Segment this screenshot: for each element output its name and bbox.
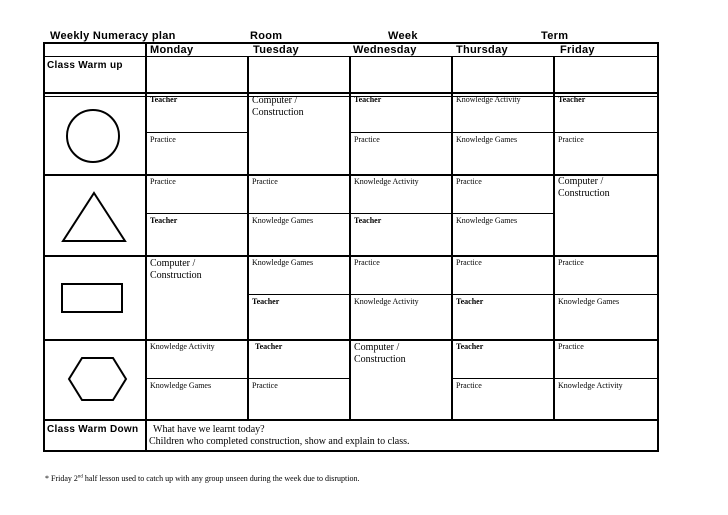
g3-upper-thursday: Practice [456,258,482,267]
g1-upper-friday: Teacher [558,95,586,104]
g1-upper-tuesday: Computer / Construction [252,95,304,118]
footnote-sup: nd [77,474,83,480]
g1-lower-wednesday: Practice [354,135,380,144]
g4-lower-monday: Knowledge Games [150,381,212,390]
class-warm-down-label: Class Warm Down [47,424,139,435]
g4-lower-thursday: Practice [456,381,482,390]
g4-upper-friday: Practice [558,342,584,351]
room-label: Room [250,30,283,42]
g3-upper-monday: Computer / Construction [150,258,202,281]
day-header-monday: Monday [150,44,194,56]
g1-upper-monday: Teacher [150,95,178,104]
day-header-thursday: Thursday [456,44,508,56]
g4-upper-monday: Knowledge Activity [150,342,215,351]
footnote [45,474,360,483]
rectangle-icon [60,282,124,314]
g2-upper-tuesday: Practice [252,177,278,186]
term-label: Term [541,30,569,42]
g2-upper-friday: Computer / Construction [558,176,610,199]
day-header-wednesday: Wednesday [353,44,417,56]
g4-upper-thursday: Teacher [456,342,484,351]
warm-down-text [149,424,410,448]
g3-lower-friday: Knowledge Games [558,297,620,306]
g1-lower-thursday: Knowledge Games [456,135,518,144]
warm-down-line-2: Children who completed construction, show and explain to class. [149,436,410,447]
g4-upper-tuesday: Teacher [255,342,283,351]
triangle-icon [60,190,128,244]
g2-lower-tuesday: Knowledge Games [252,216,314,225]
circle-icon [64,107,122,165]
g3-lower-thursday: Teacher [456,297,484,306]
g1-lower-friday: Practice [558,135,584,144]
g3-upper-wednesday: Practice [354,258,380,267]
g2-lower-thursday: Knowledge Games [456,216,518,225]
hexagon-icon [67,356,129,402]
g2-upper-wednesday: Knowledge Activity [354,177,419,186]
plan-title: Weekly Numeracy plan [50,30,176,42]
g2-upper-monday: Practice [150,177,176,186]
g1-upper-thursday: Knowledge Activity [456,95,521,104]
g4-lower-tuesday: Practice [252,381,278,390]
g2-lower-wednesday: Teacher [354,216,382,225]
week-label: Week [388,30,418,42]
footnote-prefix: * Friday 2 [45,474,78,483]
g1-lower-monday: Practice [150,135,176,144]
g2-lower-monday: Teacher [150,216,178,225]
g3-lower-wednesday: Knowledge Activity [354,297,419,306]
g3-upper-tuesday: Knowledge Games [252,258,314,267]
warm-down-line-1: What have we learnt today? [153,424,265,435]
g4-lower-friday: Knowledge Activity [558,381,623,390]
g2-upper-thursday: Practice [456,177,482,186]
g4-upper-wednesday: Computer / Construction [354,342,406,365]
day-header-tuesday: Tuesday [253,44,299,56]
day-header-friday: Friday [560,44,595,56]
g3-upper-friday: Practice [558,258,584,267]
g1-upper-wednesday: Teacher [354,95,382,104]
g3-lower-tuesday: Teacher [252,297,280,306]
class-warm-up-label: Class Warm up [47,60,123,71]
footnote-rest: half lesson used to catch up with any group unseen during the week due to disruption. [82,474,360,483]
